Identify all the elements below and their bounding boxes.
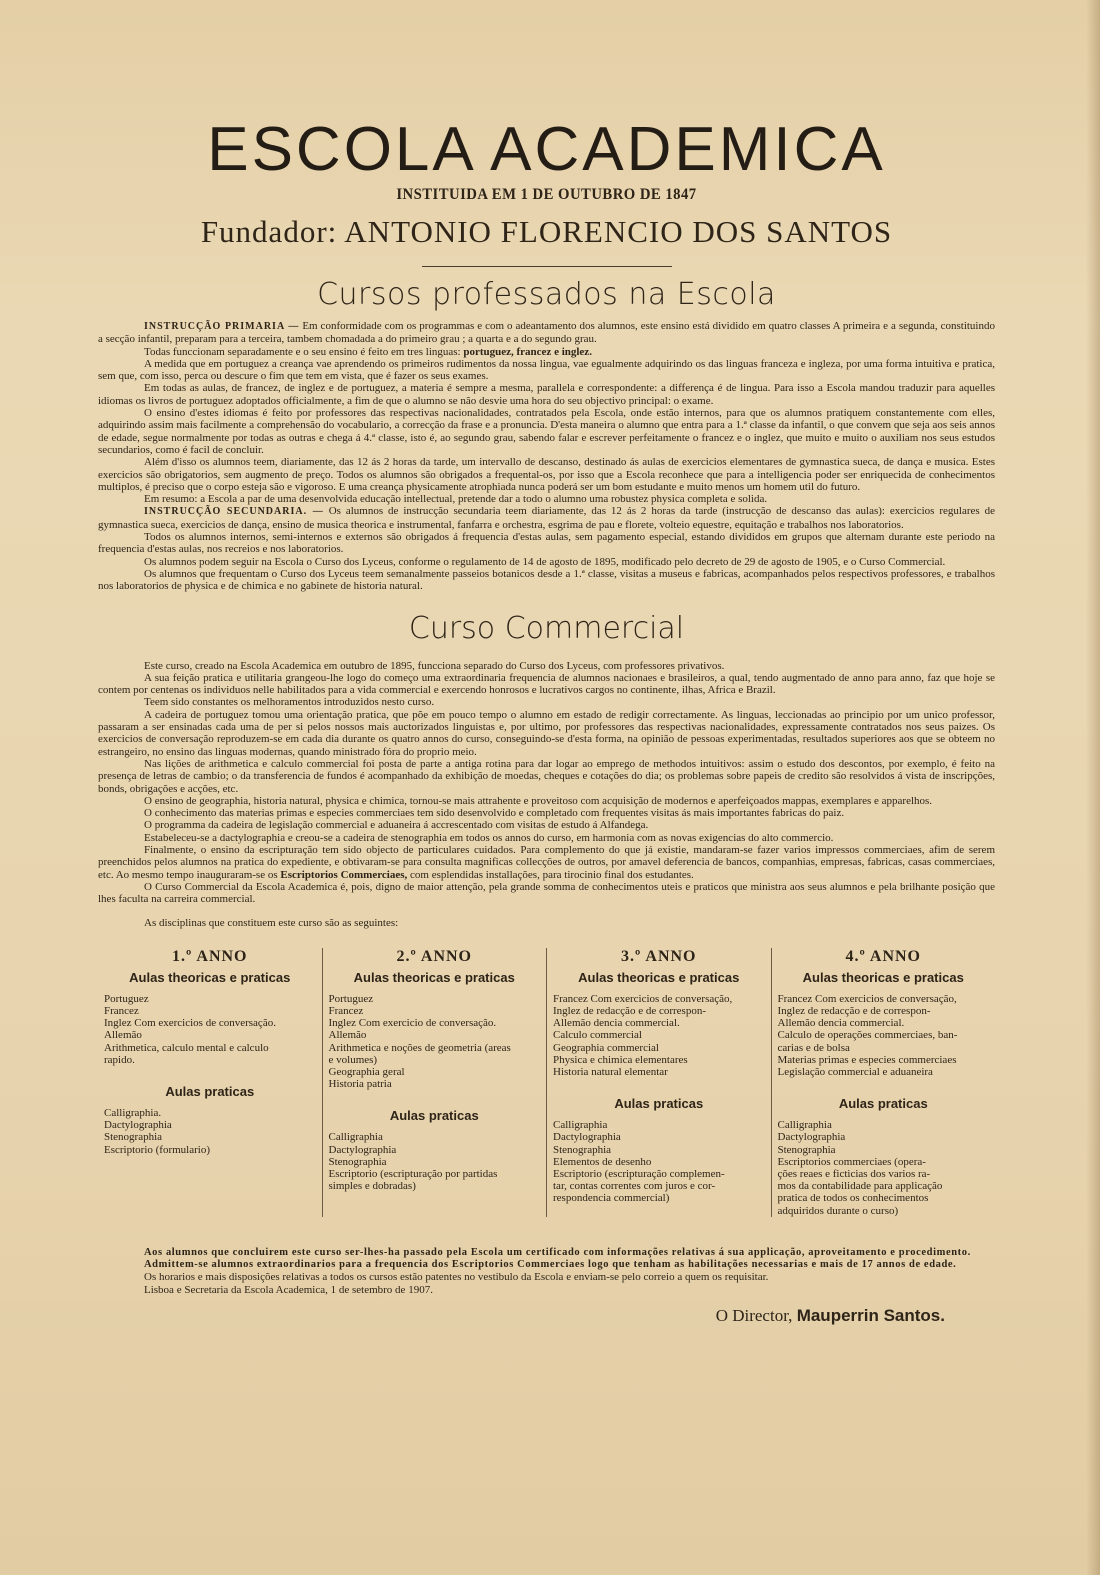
courses-paragraph: Os alumnos podem seguir na Escola o Curso dos Lyceus, conforme o regulamento de 14 de agosto de 1895, modificado pelo decreto de 29 de agosto de 1905, e o Curso Commercial. xyxy=(144,555,946,568)
courses-paragraph: A medida que em portuguez a creança vae aprendendo os primeiros rudimentos da nossa lingua, vae egualmente adquirindo os das linguas franceza e ingleza, por uma forma intuitiva e pratica, sem que, com isso, perca ou descure o fim que tem em vista, que é fazer os seus exames. xyxy=(98,357,995,383)
list-item: Physica e chimica elementares xyxy=(553,1053,688,1066)
founding-date: INSTITUIDA EM 1 DE OUTUBRO DE 1847 xyxy=(396,186,697,203)
list-item: Inglez de redacção e de correspon- xyxy=(553,1004,706,1017)
year-title: 4.º ANNO xyxy=(845,947,921,965)
list-item: mos da contabilidade para applicação xyxy=(777,1180,943,1193)
list-item: Arithmetica, calculo mental e calculo xyxy=(104,1041,269,1054)
year-title: 1.º ANNO xyxy=(171,947,248,965)
list-item: Inglez Com exercicio de conversação. xyxy=(328,1017,497,1030)
theory-list xyxy=(329,993,541,1091)
courses-paragraph: Em todas as aulas, de francez, de inglez e de portuguez, a materia é sempre a mesma, parallela e correspondente: a differença é de lingua. Para isso a Escola mandou traduzir para aquelles idiomas os livros de portuguez adoptados officialmente, a fim de que o alumno se não desvie uma hora do seu objectivo principal: o exame. xyxy=(98,382,995,407)
certificate-note: Aos alumnos que concluirem este curso ser-lhes-ha passado pela Escola um certificado com informações relativas á sua applicação, aproveitamento e procedimento. xyxy=(144,1246,971,1258)
year-column-4 xyxy=(771,948,996,1217)
list-item: Francez Com exercicios de conversação, xyxy=(553,992,733,1005)
courses-text: Em conformidade com os programmas e com o adeantamento dos alumnos, este ensino está dividido em quatro classes A primeira e a segunda, constituindo a secção infantil, preparam para a terceira, tambem chomadada a do primeiro grau ; a quarta e a do segundo grau. xyxy=(98,320,995,346)
list-item: Escriptorio (formulario) xyxy=(104,1143,210,1156)
courses-text: Todas funccionam separadamente e o seu ensino é feito em tres linguas: xyxy=(144,345,464,358)
courses-section xyxy=(98,320,995,593)
list-item: Calligraphia xyxy=(328,1131,383,1144)
director-name: Mauperrin Santos. xyxy=(796,1306,945,1325)
list-item: Escriptorios commerciaes (opera- xyxy=(777,1155,926,1168)
year-title: 3.º ANNO xyxy=(620,947,697,965)
commercial-text: com esplendidas installações, para tirocinio final dos estudantes. xyxy=(407,868,694,881)
commercial-paragraph: O conhecimento das materias primas e especies commerciaes tem sido desenvolvido e completado com frequentes visitas ás mais importantes fabricas do paiz. xyxy=(144,807,845,820)
list-item: Portuguez xyxy=(328,992,374,1005)
practice-list xyxy=(553,1119,765,1204)
commercial-paragraph: Estabeleceu-se a dactylographia e creou-se a cadeira de stenographia em todos os annos do curso, em harmonia com as novas exigencias do alto commercio. xyxy=(144,831,834,844)
courses-heading: Cursos professados na Escola xyxy=(317,277,776,312)
offices-emphasis: Escriptorios Commerciaes, xyxy=(280,868,408,881)
commercial-paragraph: Nas lições de arithmetica e calculo commercial foi posta de parte a antiga rotina para dar logar ao emprego de methodos intuitivos: assim o estudo dos descontos, por exemplo, é feito na presença de letras de cambio; o da transferencia de fundos é acompanhado da exhibição de moedas, cheques e cotações do dia; os problemas sobre papeis de credito são resolvidos á vista de inscripções, bonds, obrigações e acções, etc. xyxy=(98,757,995,795)
disciplines-intro: As disciplinas que constituem este curso são as seguintes: xyxy=(144,917,399,930)
school-title: ESCOLA ACADEMICA xyxy=(207,115,886,184)
list-item: Allemão dencia commercial. xyxy=(777,1017,905,1030)
years-table xyxy=(98,948,995,1217)
commercial-heading: Curso Commercial xyxy=(408,610,685,646)
list-item: Arithmetica e noções de geometria (areas xyxy=(328,1041,511,1054)
schedule-note: Os horarios e mais disposições relativas a todos os cursos estão patentes no vestibulo da Escola e enviam-se pelo correio a quem os requisitar. xyxy=(144,1271,769,1284)
theory-heading: Aulas theoricas e praticas xyxy=(129,969,291,985)
commercial-paragraph: A cadeira de portuguez tomou uma orientação pratica, que põe em pouco tempo o alumno em estado de redigir correctamente. As linguas, leccionadas ao principio por um unico professor, passaram a ser ensinadas cada uma de per si pelos nossos mais auctorizados linguistas e, por ultimo, por professores das respectivas nacionalidades, expressamente contratados nos seus paizes. Os exercicios de conversação reproduzem-se em cada dia durante os quatro annos do curso, conseguindo-se d'esta forma, na opinião de pessoas experimentadas, resultados superiores aos que se obteem no estrangeiro, no ensino das linguas modernas, quando ministrado fóra do proprio meio. xyxy=(98,708,995,758)
courses-paragraph: Além d'isso os alumnos teem, diariamente, das 12 ás 2 horas da tarde, um intervallo de descanso, destinado ás aulas de exercicios elementares de gymnastica sueca, de dança e musica. Estes exercicios são obrigatorios, sem augmento de preço. Todos os alumnos são obrigados a frequental-os, por isso que a Escola reconhece que para a intelligencia poder ser enriquecida de conhecimentos multiplos, é preciso que o corpo esteja são e vigoroso. E uma creança physicamente atrophiada nunca poderá ser um bom estudante e muito menos um homem util do futuro. xyxy=(98,456,995,493)
secondary-lead: INSTRUCÇÃO SECUNDARIA. — xyxy=(144,506,324,518)
list-item: pratica de todos os conhecimentos xyxy=(777,1192,929,1205)
theory-heading: Aulas theoricas e praticas xyxy=(353,969,515,985)
list-item: Escriptorio (escripturação complemen- xyxy=(553,1168,725,1180)
list-item: Dactylographia xyxy=(328,1143,397,1156)
list-item: Allemão xyxy=(104,1029,142,1042)
theory-list xyxy=(104,993,316,1066)
list-item: Dactylographia xyxy=(553,1131,621,1144)
list-item: Historia natural elementar xyxy=(553,1065,668,1078)
commercial-paragraph: O ensino de geographia, historia natural, physica e chimica, tornou-se mais attrahente e proveitoso com acquisição de modernos e aperfeiçoados mappas, exemplares e apparelhos. xyxy=(144,794,933,807)
list-item: carias e de bolsa xyxy=(777,1041,850,1054)
list-item: respondencia commercial) xyxy=(553,1192,670,1205)
courses-text: Os alumnos de instrucção secundaria teem diariamente, das 12 ás 2 horas da tarde (instrucção de descanso das aulas): exercicios regulares de gymnastica sueca, exercicios de dança, ensino de musica theorica e instrumental, fanfarra e orchestra, esgrima de pau e florete, volteio equestre, equitação e trabalhos nos laboratorios. xyxy=(98,505,996,531)
founder-line: Fundador: ANTONIO FLORENCIO DOS SANTOS xyxy=(200,214,893,249)
practice-list xyxy=(778,1119,990,1217)
commercial-paragraph: Este curso, creado na Escola Academica em outubro de 1895, funcciona separado do Curso dos Lyceus, com professores privativos. xyxy=(144,659,725,672)
commercial-section xyxy=(98,660,995,930)
practice-heading: Aulas praticas xyxy=(165,1083,255,1099)
list-item: ções reaes e ficticias dos varios ra- xyxy=(777,1168,931,1180)
place-date: Lisboa e Secretaria da Escola Academica, 1 de setembro de 1907. xyxy=(144,1283,433,1296)
list-item: tar, contas correntes com juros e cor- xyxy=(553,1180,716,1193)
admission-note: Admittem-se alumnos extraordinarios para a frequencia dos Escriptorios Commerciaes logo que tenham as habilitações necessarias e mais de 17 annos de edade. xyxy=(144,1259,957,1271)
commercial-paragraph: A sua feição pratica e utilitaria grangeou-lhe logo do começo uma extraordinaria frequencia de alumnos nacionaes e brasileiros, a qual, tendo augmentado de anno para anno, faz que hoje se contem por centenas os individuos nelle habilitados para a vida commercial e exercendo honrosos e lucrativos cargos no continente, ilhas, Africa e Brazil. xyxy=(98,671,995,697)
list-item: Calligraphia xyxy=(553,1119,608,1132)
theory-heading: Aulas theoricas e praticas xyxy=(578,969,740,985)
list-item: Stenographia xyxy=(777,1143,836,1156)
practice-list xyxy=(104,1107,316,1156)
theory-heading: Aulas theoricas e praticas xyxy=(802,969,964,985)
year-column-2 xyxy=(322,948,547,1217)
signature-prefix: O Director, xyxy=(715,1306,793,1325)
list-item: Stenographia xyxy=(104,1131,163,1144)
commercial-paragraph xyxy=(98,844,995,881)
list-item: Dactylographia xyxy=(104,1119,172,1132)
list-item: e volumes) xyxy=(328,1053,378,1066)
courses-paragraph xyxy=(98,346,995,358)
list-item: Francez xyxy=(104,1004,139,1017)
list-item: Geographia commercial xyxy=(553,1041,659,1054)
list-item: Geographia geral xyxy=(328,1065,405,1078)
list-item: Historia patria xyxy=(328,1078,392,1091)
list-item: Inglez de redacção e de correspon- xyxy=(777,1004,931,1017)
year-title: 2.º ANNO xyxy=(396,947,472,965)
year-column-1 xyxy=(98,948,322,1217)
commercial-paragraph: O programma da cadeira de legislação commercial e aduaneira á accrescentado com visitas de estudo á Alfandega. xyxy=(144,819,649,832)
theory-list xyxy=(553,993,765,1078)
primary-lead: INSTRUCÇÃO PRIMARIA — xyxy=(144,321,300,332)
practice-heading: Aulas praticas xyxy=(838,1096,928,1112)
list-item: Inglez Com exercicios de conversação. xyxy=(104,1017,276,1030)
practice-list xyxy=(329,1131,541,1192)
list-item: Portuguez xyxy=(104,992,149,1005)
list-item: adquiridos durante o curso) xyxy=(777,1204,899,1217)
list-item: Escriptorio (escripturação por partidas xyxy=(328,1168,498,1180)
courses-paragraph xyxy=(98,505,995,531)
courses-paragraph: Os alumnos que frequentam o Curso dos Lyceus teem semanalmente passeios botanicos desde a 1.ª classe, visitas a museus e fabricas, acompanhados pelos respectivos professores, e trabalhos nos laboratorios de physica e de chimica e no gabinete de historia natural. xyxy=(98,567,995,593)
signature xyxy=(98,1306,995,1326)
list-item: Stenographia xyxy=(553,1143,612,1156)
courses-paragraph: Todos os alumnos internos, semi-internos e externos são obrigados á frequencia d'estas aulas, sem pagamento especial, estando divididos em grupos que alternam durante este periodo na frequencia d'estas aulas, nos recreios e nos laboratorios. xyxy=(98,531,995,556)
list-item: simples e dobradas) xyxy=(328,1180,416,1193)
list-item: Elementos de desenho xyxy=(553,1155,652,1168)
courses-paragraph: O ensino d'estes idiomas é feito por professores das respectivas nacionalidades, contratados pela Escola, onde estão internos, para que os alumnos pratiquem constantemente com elles, adquirindo assim mais facilmente a comprehensão do vocabulario, a correcção da frase e a pronuncia. D'esta maneira o alumno que entra para a 1.ª classe da infantil, o que convem que seja aos seis annos de edade, segue normalmente por todas as outras e chega á 4.ª classe, isto é, ao segundo grau, sabendo falar e escrever perfeitamente o francez e o inglez, que muito e muito o auxiliam nos seus estudos secundarios, como é facil de concluir. xyxy=(98,407,995,456)
courses-paragraph: Em resumo: a Escola a par de uma desenvolvida educação intellectual, pretende dar a todo o alumno uma robustez physica completa e solida. xyxy=(144,493,768,506)
divider-rule xyxy=(422,266,672,267)
courses-paragraph xyxy=(98,320,995,346)
list-item: Legislação commercial e aduaneira xyxy=(777,1065,933,1078)
list-item: Calligraphia. xyxy=(104,1106,162,1119)
practice-heading: Aulas praticas xyxy=(614,1096,704,1112)
list-item: Stenographia xyxy=(328,1155,387,1168)
commercial-paragraph: O Curso Commercial da Escola Academica é, pois, digno de maior attenção, pela grande somma de conhecimentos uteis e praticos que ministra aos seus alumnos e pela brilhante posição que lhes faculta na carreira commercial. xyxy=(98,880,995,906)
list-item: rapido. xyxy=(104,1053,135,1066)
list-item: Calculo commercial xyxy=(553,1029,642,1042)
practice-heading: Aulas praticas xyxy=(389,1108,479,1124)
list-item: Materias primas e especies commerciaes xyxy=(777,1053,957,1066)
list-item: Allemão xyxy=(328,1029,367,1042)
languages-emphasis: portuguez, francez e inglez. xyxy=(463,345,592,358)
commercial-paragraph: Teem sido constantes os melhoramentos introduzidos nesto curso. xyxy=(144,696,435,709)
closing-notes xyxy=(98,1247,995,1296)
theory-list xyxy=(778,993,990,1078)
list-item: Calculo de operações commerciaes, ban- xyxy=(777,1029,958,1042)
list-item: Dactylographia xyxy=(777,1131,846,1144)
list-item: Francez xyxy=(328,1004,364,1017)
commercial-text: Finalmente, o ensino da escripturação tem sido objecto de particulares cuidados. Para complemento do que já existie, mandaram-se fazer varios impressos commerciaes, afim de serem preenchidos pelos alumnos na pratica do expediente, e obtivaram-se para consulta magnificas collecções de outros, por amavel deferencia de bancos, companhias, empresas, fabricas, casas commerciaes, etc. Ao mesmo tempo inauguraram-se os xyxy=(98,843,995,881)
list-item: Calligraphia xyxy=(777,1119,832,1132)
year-column-3 xyxy=(546,948,771,1217)
list-item: Allemão dencia commercial. xyxy=(553,1017,680,1030)
list-item: Francez Com exercicios de conversação, xyxy=(777,992,957,1005)
